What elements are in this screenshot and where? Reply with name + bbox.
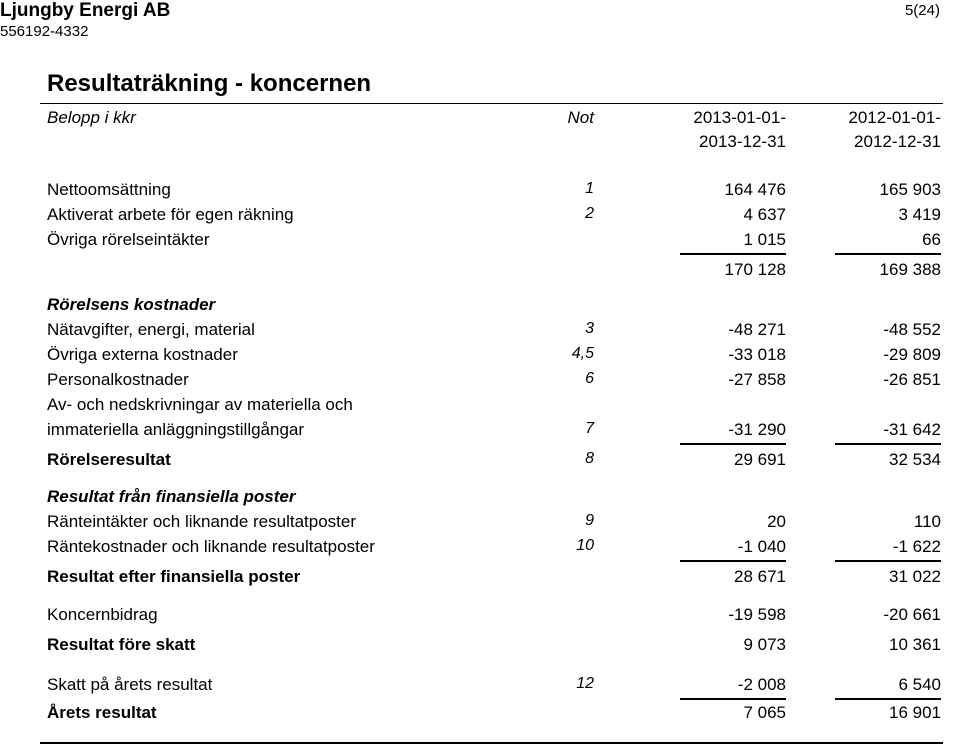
row-note: 6 [585,370,594,387]
sum-rule-2013 [680,443,786,445]
row-note: 4,5 [571,345,594,362]
row-value-2013: -1 040 [737,537,786,556]
row-note: 8 [585,450,594,467]
row-value-2013: 4 637 [743,205,786,224]
table-row [0,205,960,227]
row-note: 1 [585,180,594,197]
row-value-2013: 9 073 [743,635,786,654]
row-label: Aktiverat arbete för egen räkning [47,205,294,224]
row-label: Resultat före skatt [47,635,196,654]
row-value-2012: 31 022 [889,567,941,586]
row-value-2013: -31 290 [728,420,786,439]
row-value-2013: 7 065 [743,703,786,722]
row-label: Rörelsens kostnader [47,295,216,314]
page-title: Resultaträkning - koncernen [47,70,372,97]
table-row [0,567,960,589]
row-value-2012: -20 661 [883,605,941,624]
row-value-2012: 10 361 [889,635,941,654]
sum-rule-2012 [835,253,941,255]
row-value-2012: 32 534 [889,450,941,469]
period-2012-header-line1: 2012-01-01- [848,108,941,127]
row-note: 3 [585,320,594,337]
table-row [0,605,960,627]
table-row [0,675,960,697]
table-row [0,295,960,317]
row-value-2012: -1 622 [892,537,941,556]
table-row [0,180,960,202]
table-row [0,370,960,392]
row-value-2013: 170 128 [724,260,786,279]
row-note: 2 [585,205,594,222]
row-value-2012: -48 552 [883,320,941,339]
row-value-2012: -31 642 [883,420,941,439]
sum-rule-2012 [835,560,941,562]
row-label: Av- och nedskrivningar av materiella och [47,395,353,414]
row-value-2012: 6 540 [898,675,941,694]
row-label: Rörelseresultat [47,450,171,469]
table-row [0,487,960,509]
header-divider [40,103,943,104]
table-row [0,512,960,534]
period-2013-header-line1: 2013-01-01- [693,108,786,127]
period-2012-header-line2: 2012-12-31 [854,132,941,151]
row-value-2013: -19 598 [728,605,786,624]
row-label: immateriella anläggningstillgångar [47,420,305,439]
row-value-2013: -2 008 [737,675,786,694]
row-note: 10 [576,537,594,554]
sum-rule-2013 [680,560,786,562]
row-label: Koncernbidrag [47,605,158,624]
table-row [0,345,960,367]
table-row [0,395,960,417]
row-value-2013: 20 [767,512,786,531]
row-note: 7 [585,420,594,437]
row-label: Resultat efter finansiella poster [47,567,301,586]
table-row [0,703,960,725]
row-value-2013: 164 476 [724,180,786,199]
table-row [0,320,960,342]
row-value-2013: 1 015 [743,230,786,249]
row-value-2013: 29 691 [734,450,786,469]
row-value-2013: -33 018 [728,345,786,364]
table-row [0,260,960,282]
company-name: Ljungby Energi AB [0,0,171,21]
row-label: Övriga externa kostnader [47,345,238,364]
row-label: Nätavgifter, energi, material [47,320,255,339]
footer-divider [40,742,943,744]
table-row [0,450,960,472]
row-value-2012: 110 [913,512,941,531]
row-label: Nettoomsättning [47,180,171,199]
table-row [0,420,960,442]
table-row [0,635,960,657]
page-number: 5(24) [904,2,940,19]
row-value-2012: 169 388 [879,260,941,279]
org-number: 556192-4332 [0,23,89,40]
note-column-header: Not [567,108,594,127]
row-note: 12 [576,675,594,692]
row-label: Resultat från finansiella poster [47,487,296,506]
row-label: Räntekostnader och liknande resultatposter [47,537,375,556]
sum-rule-2012 [835,443,941,445]
row-value-2012: 16 901 [889,703,941,722]
table-row [0,537,960,559]
row-value-2013: -48 271 [728,320,786,339]
table-row [0,230,960,252]
row-label: Ränteintäkter och liknande resultatposter [47,512,357,531]
row-label: Övriga rörelseintäkter [47,230,210,249]
sum-rule-2013 [680,698,786,700]
row-value-2012: 165 903 [879,180,941,199]
row-label: Skatt på årets resultat [47,675,213,694]
row-label: Personalkostnader [47,370,189,389]
row-value-2013: -27 858 [728,370,786,389]
amount-unit-header: Belopp i kkr [47,108,136,127]
sum-rule-2013 [680,253,786,255]
row-note: 9 [585,512,594,529]
row-value-2012: 66 [922,230,941,249]
row-value-2012: -26 851 [883,370,941,389]
sum-rule-2012 [835,698,941,700]
row-value-2012: 3 419 [898,205,941,224]
period-2013-header-line2: 2013-12-31 [699,132,786,151]
row-value-2012: -29 809 [883,345,941,364]
row-value-2013: 28 671 [734,567,786,586]
row-label: Årets resultat [47,703,157,722]
